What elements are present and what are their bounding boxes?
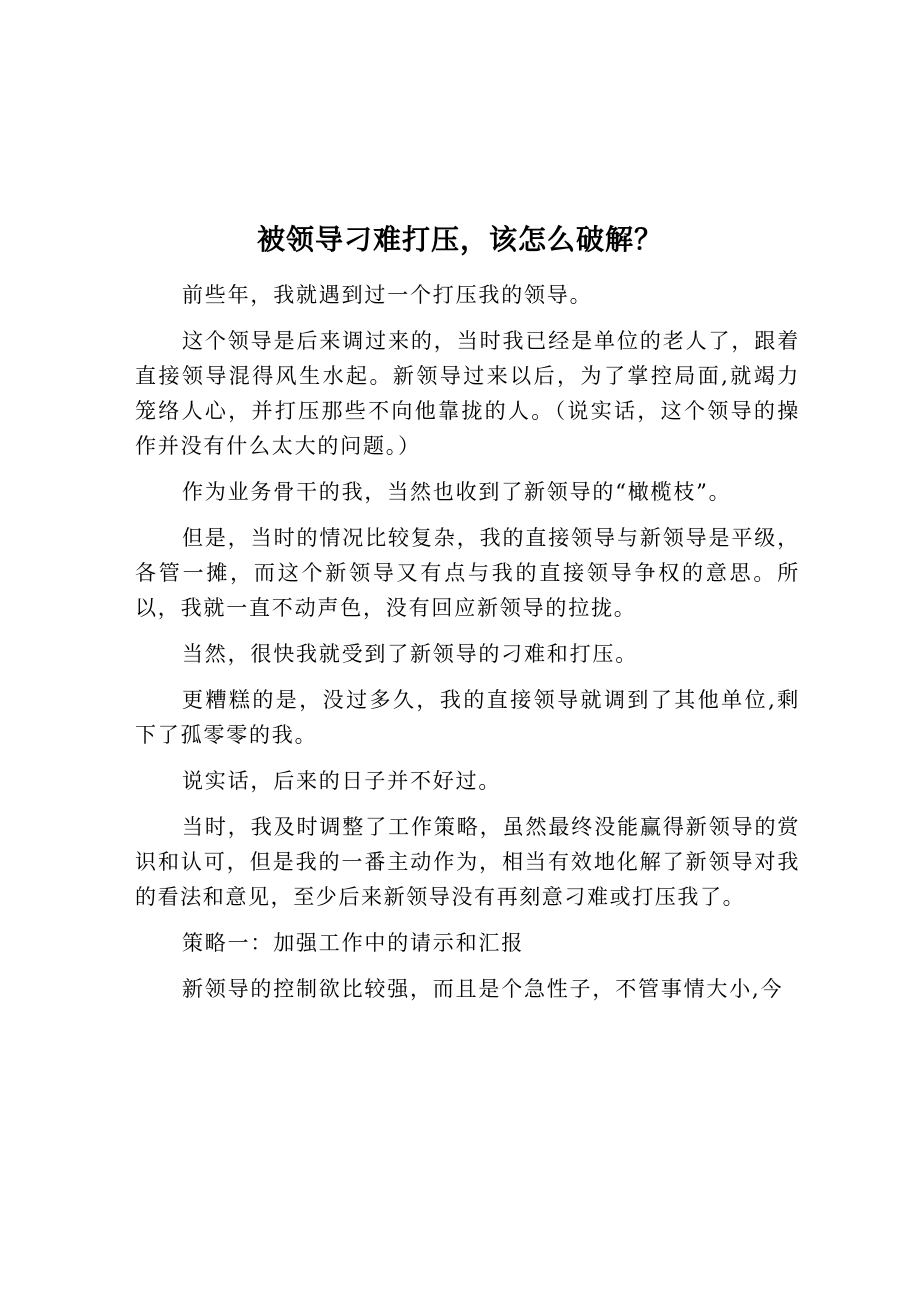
document-title: 被领导刁难打压，该怎么破解？	[256, 223, 663, 256]
paragraph: 新领导的控制欲比较强，而且是个急性子，不管事情大小,今	[182, 977, 784, 1001]
section-heading: 策略一：加强工作中的请示和汇报	[182, 931, 524, 955]
paragraph: 前些年，我就遇到过一个打压我的领导。	[182, 283, 593, 307]
paragraph: 但是，当时的情况比较复杂，我的直接领导与新领导是平级，各管一摊，而这个新领导又有点与我的直接领导争权的意思。所以，我就一直不动声色，没有回应新领导的拉拢。	[135, 526, 800, 620]
paragraph: 更糟糕的是，没过多久，我的直接领导就调到了其他单位,剩下了孤零零的我。	[135, 688, 800, 747]
paragraph: 作为业务骨干的我，当然也收到了新领导的“橄榄枝”。	[182, 480, 732, 504]
paragraph: 说实话，后来的日子并不好过。	[182, 769, 502, 793]
paragraph: 当然，很快我就受到了新领导的刁难和打压。	[182, 642, 638, 666]
document-body	[135, 278, 800, 1018]
paragraph: 当时，我及时调整了工作策略，虽然最终没能赢得新领导的赏识和认可，但是我的一番主动作为，相当有效地化解了新领导对我的看法和意见，至少后来新领导没有再刻意刁难或打压我了。	[135, 815, 800, 909]
paragraph: 这个领导是后来调过来的，当时我已经是单位的老人了，跟着直接领导混得风生水起。新领导过来以后，为了掌控局面,就竭力笼络人心，并打压那些不向他靠拢的人。（说实话，这个领导的操作并没有什么太大的问题。）	[135, 329, 800, 458]
